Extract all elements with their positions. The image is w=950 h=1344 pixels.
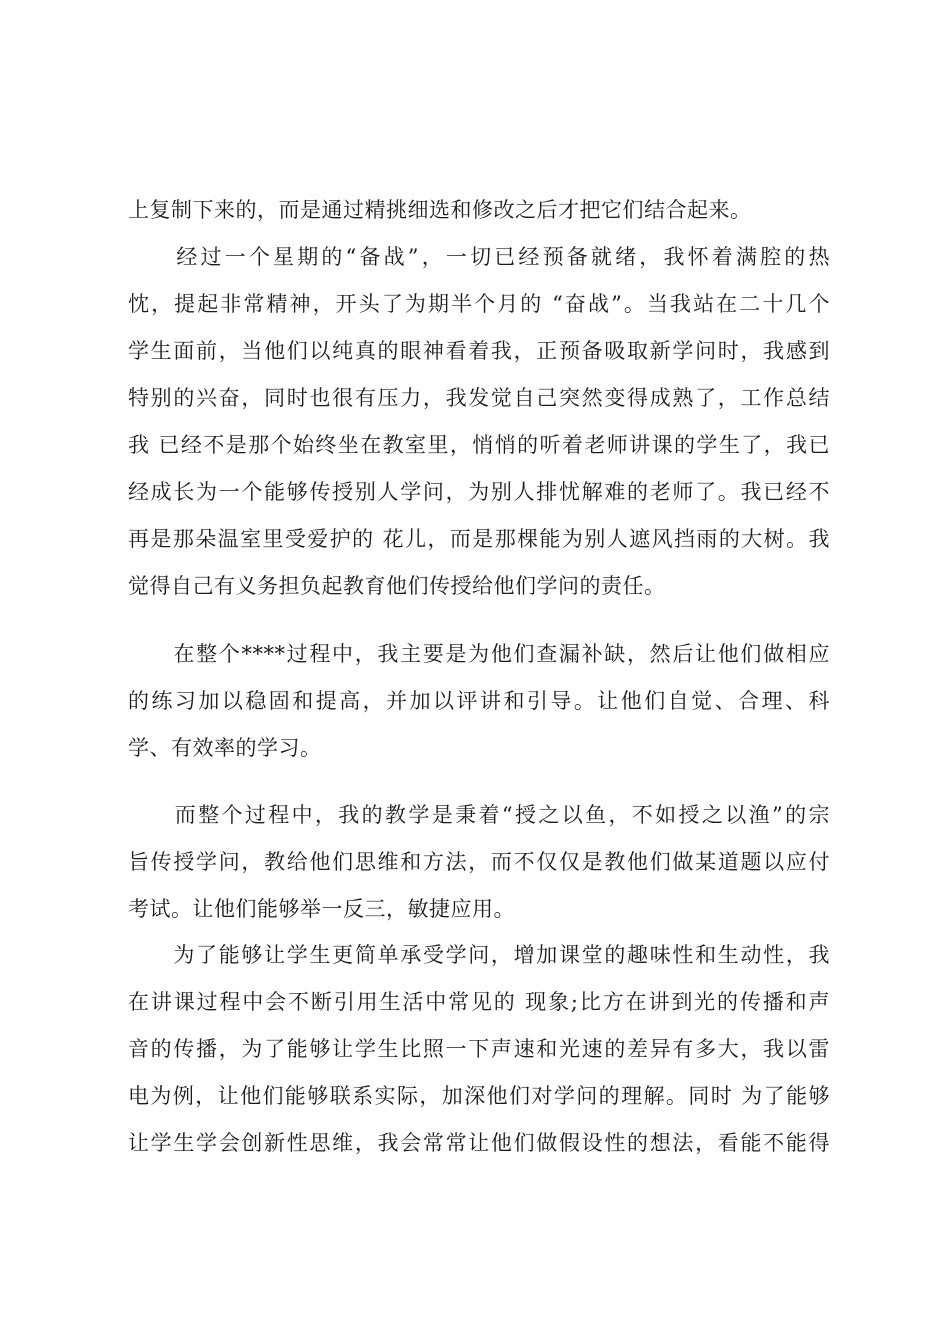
- text-line: 为了能够让学生更简单承受学问，增加课堂的趣味性和生动性，我: [128, 943, 830, 967]
- text-line: 上复制下来的，而是通过精挑细选和修改之后才把它们结合起来。: [128, 198, 752, 222]
- text-line: 觉得自己有义务担负起教育他们传授给他们学问的责任。: [128, 574, 666, 598]
- text-line: 经过一个星期的“备战”，一切已经预备就绪，我怀着满腔的热: [128, 245, 830, 269]
- text-line: 在整个****过程中，我主要是为他们查漏补缺，然后让他们做相应: [128, 642, 830, 666]
- text-line: 考试。让他们能够举一反三，敏捷应用。: [128, 897, 515, 921]
- text-line: 的练习加以稳固和提高，并加以评讲和引导。让他们自觉、合理、科: [128, 689, 830, 713]
- text-line: 音的传播，为了能够让学生比照一下声速和光速的差异有多大，我以雷: [128, 1037, 830, 1061]
- text-line: 学、有效率的学习。: [128, 736, 322, 760]
- text-line: 学生面前，当他们以纯真的眼神看着我，正预备吸取新学问时，我感到: [128, 339, 830, 363]
- text-line: 旨传授学问，教给他们思维和方法，而不仅仅是教他们做某道题以应付: [128, 850, 830, 874]
- text-line: 经成长为一个能够传授别人学问，为别人排忧解难的老师了。我已经不: [128, 480, 830, 504]
- text-line: 让学生学会创新性思维，我会常常让他们做假设性的想法，看能不能得: [128, 1131, 830, 1155]
- text-line: 电为例，让他们能够联系实际，加深他们对学问的理解。同时 为了能够: [128, 1084, 830, 1108]
- text-line: 特别的兴奋，同时也很有压力，我发觉自己突然变得成熟了，工作总结: [128, 386, 830, 410]
- text-line: 我 已经不是那个始终坐在教室里，悄悄的听着老师讲课的学生了，我已: [128, 433, 830, 457]
- text-line: 在讲课过程中会不断引用生活中常见的 现象;比方在讲到光的传播和声: [128, 990, 830, 1014]
- text-line: 忱，提起非常精神，开头了为期半个月的 “奋战”。当我站在二十几个: [128, 292, 830, 316]
- text-line: 而整个过程中，我的教学是秉着“授之以鱼，不如授之以渔”的宗: [128, 803, 830, 827]
- text-line: 再是那朵温室里受爱护的 花儿，而是那棵能为别人遮风挡雨的大树。我: [128, 527, 830, 551]
